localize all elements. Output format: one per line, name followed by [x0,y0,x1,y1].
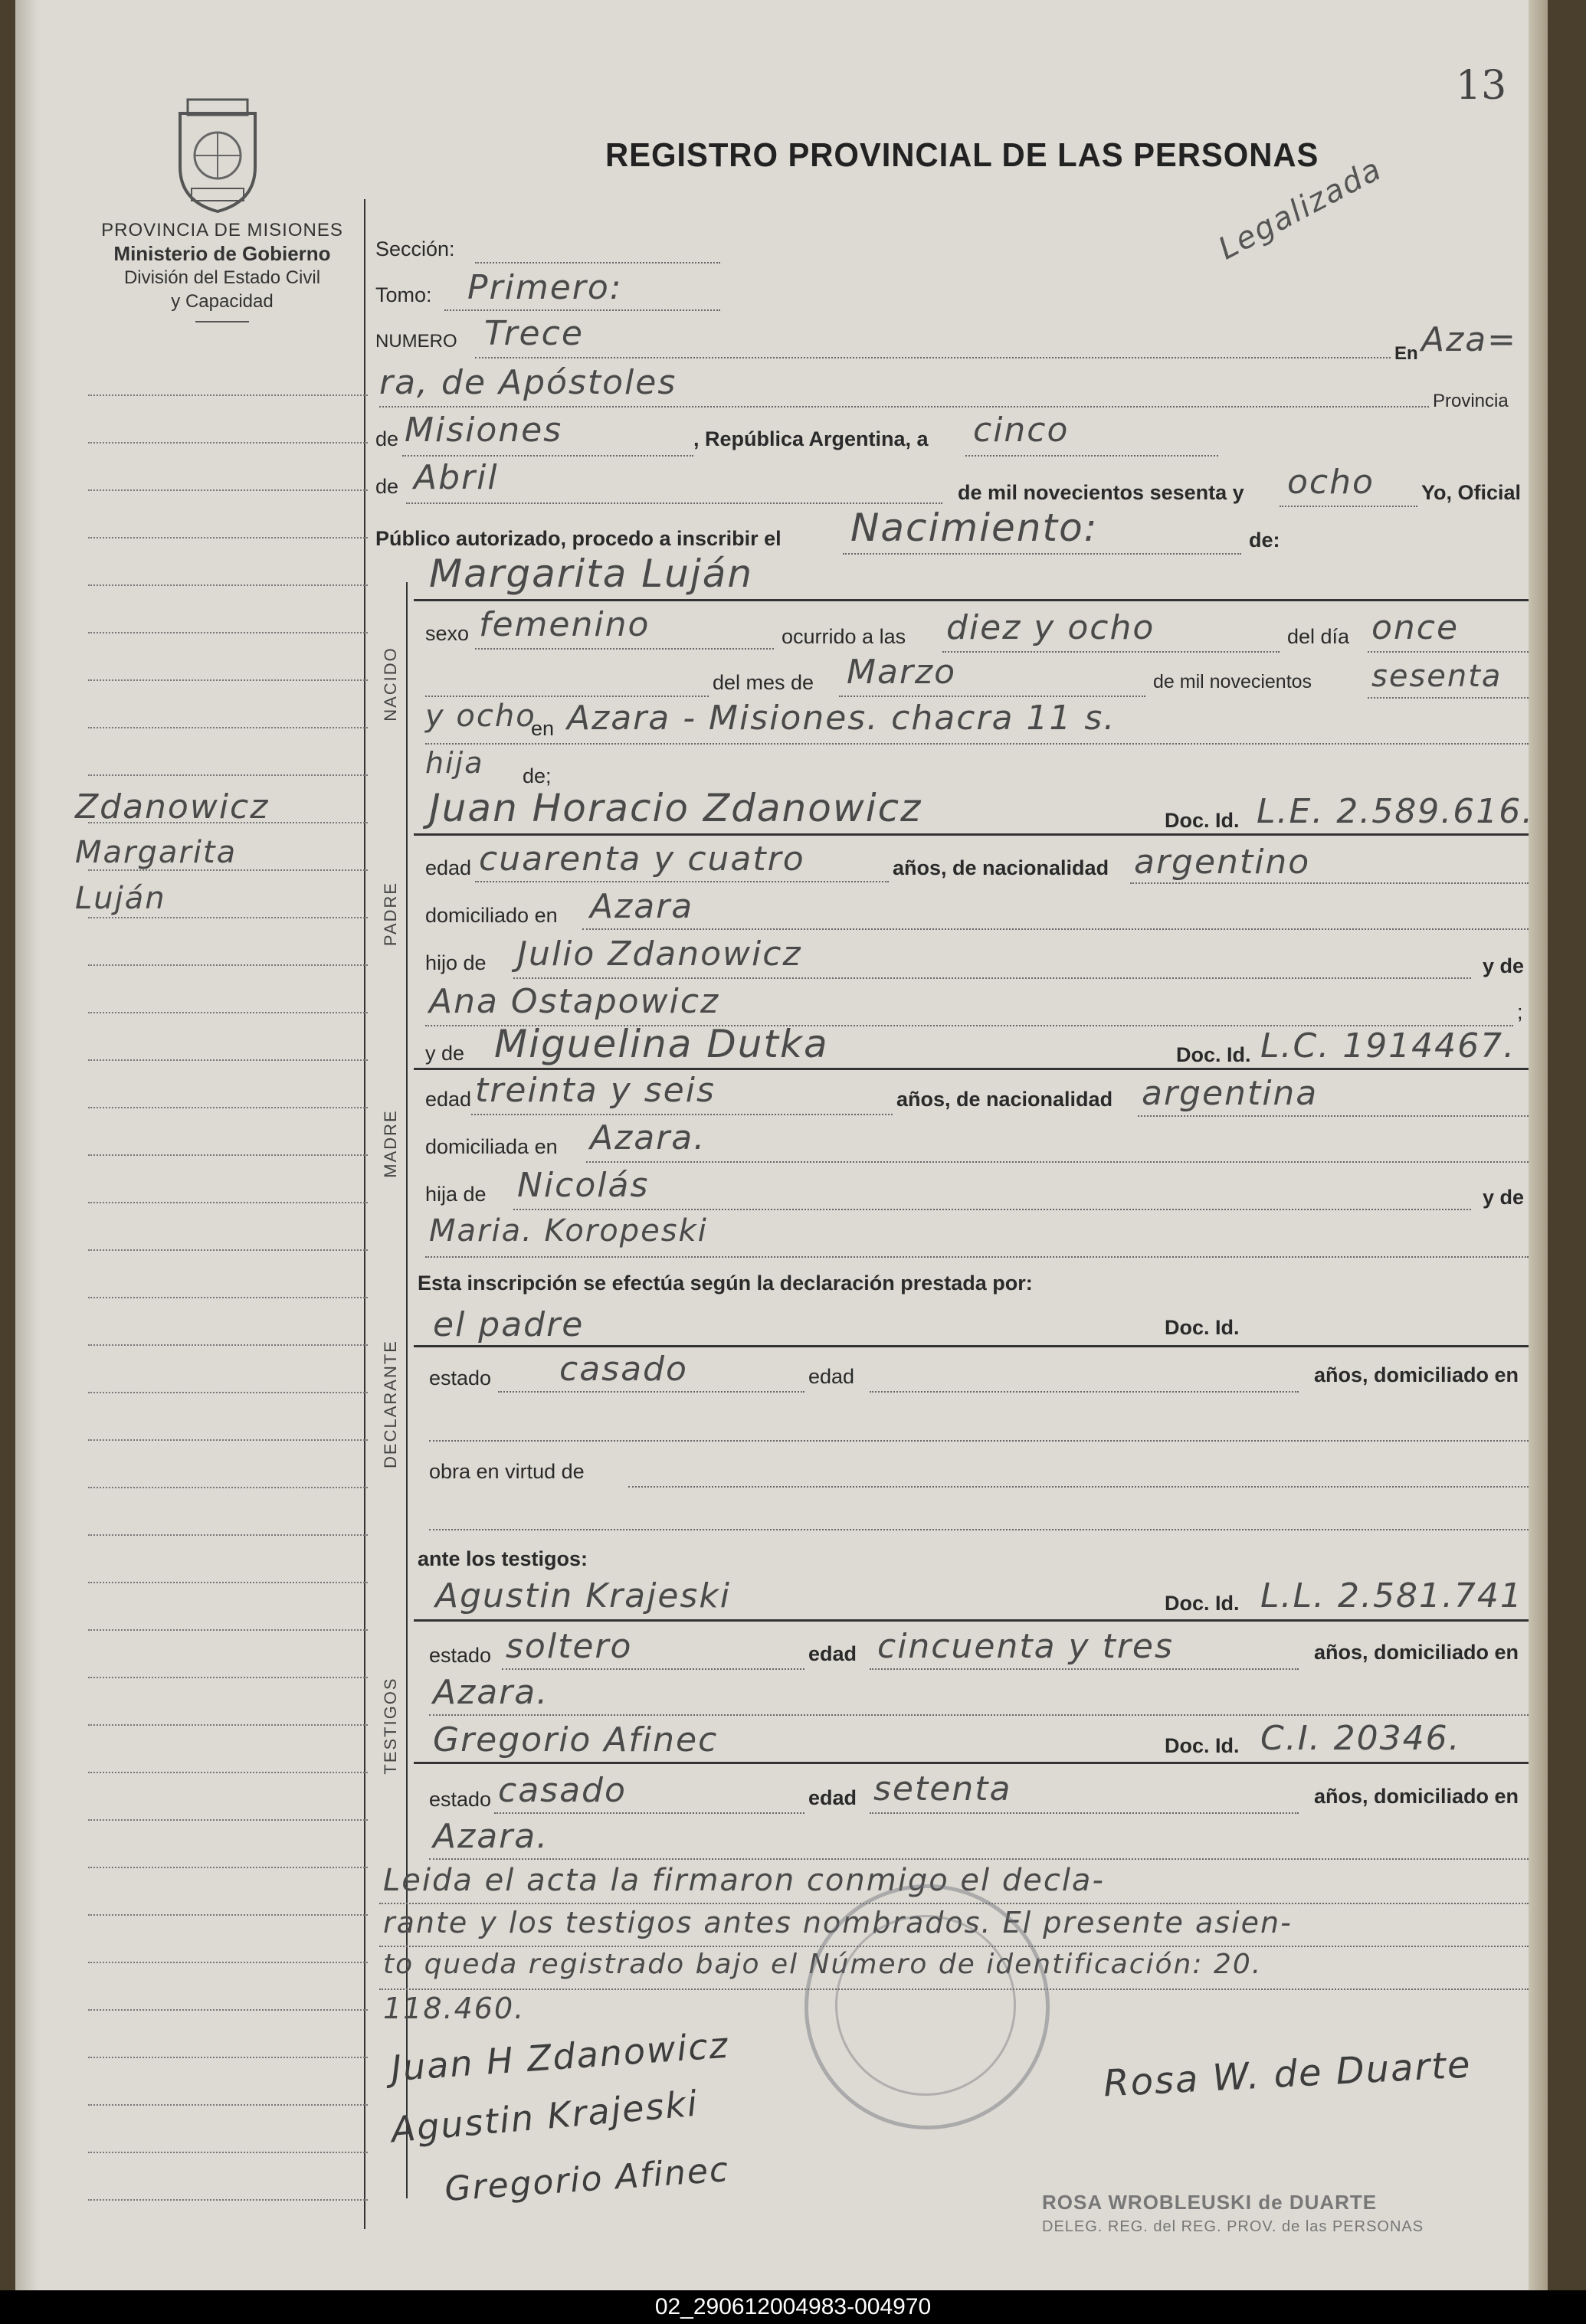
label-t2-estado: estado [429,1788,492,1811]
value-testigo1: Agustin Krajeski [435,1576,732,1615]
margin-second-name: Luján [75,881,166,916]
official-seal [804,1884,1050,2129]
value-padre-nac: argentino [1134,843,1311,882]
label-seccion: Sección: [375,237,455,260]
signature-father: Juan H Zdanowicz [389,2024,731,2090]
line-anio-nac [1368,697,1529,699]
label-ocurrido: ocurrido a las [782,625,906,648]
line-dia-nac [1368,651,1529,653]
label-madre-doc: Doc. Id. [1176,1043,1251,1066]
label-hija-de-madre: hija de [425,1183,487,1206]
line-testigo1 [414,1619,1529,1622]
document-title: REGISTRO PROVINCIAL DE LAS PERSONAS [605,136,1319,174]
margin-rule [88,1154,368,1156]
closing-line-4: 118.460. [383,1992,526,2025]
value-city-a: Aza= [1421,320,1518,359]
value-mes-nac: Marzo [847,653,957,692]
line-numero [475,357,1391,358]
value-madre-nombre: Miguelina Dutka [494,1022,829,1066]
label-padre-nac: años, de nacionalidad [893,856,1109,879]
line-hora [942,651,1280,653]
ministry-name: Ministerio de Gobierno [113,242,331,265]
value-lugar: Azara - Misiones. chacra 11 s. [567,699,1116,738]
value-testigo1-doc: L.L. 2.581.741 [1260,1576,1523,1615]
side-label-testigos: TESTIGOS [381,1677,400,1775]
official-stamp-name: ROSA WROBLEUSKI de DUARTE [1042,2191,1378,2214]
value-t2-dom: Azara. [433,1817,549,1856]
margin-rule [88,679,368,681]
signature-witness-2: Gregorio Afinec [443,2150,731,2209]
line-city [379,406,1429,408]
label-de-2: de [375,475,399,498]
value-city-b: ra, de Apóstoles [379,363,677,402]
closing-line-1: Leida el acta la firmaron conmigo el decla- [383,1863,1105,1898]
margin-rule [88,2104,368,2106]
issuer-rule [195,321,249,322]
line-decl-blank [429,1440,1529,1442]
margin-first-name: Margarita [75,835,238,870]
label-mil-novecientos: de mil novecientos sesenta y [958,481,1244,504]
label-t2-edad: edad [808,1786,857,1809]
label-semicolon: ; [1517,1000,1523,1023]
margin-rule [88,727,368,728]
label-t1-edad: edad [808,1642,857,1665]
label-de-1: de [375,427,399,450]
line-seccion [475,262,720,263]
page-edge [1529,0,1548,2290]
value-madre-hija-de: Nicolás [517,1166,650,1205]
signature-official: Rosa W. de Duarte [1102,2043,1473,2106]
margin-rule [88,394,368,396]
line-hijo-de [513,977,1471,979]
value-t1-edad: cincuenta y tres [877,1627,1174,1666]
line-madre-hija-de [513,1209,1471,1210]
line-t1-edad [870,1668,1299,1670]
margin-rule [88,1629,368,1631]
label-obra: obra en virtud de [429,1460,585,1483]
value-sexo: femenino [479,605,650,644]
label-yo-oficial: Yo, Oficial [1421,481,1522,504]
value-hija: hija [425,746,484,780]
line-decl-estado [498,1391,804,1393]
value-padre-madre: Ana Ostapowicz [429,982,720,1021]
label-padre-dom: domiciliado en [425,904,558,927]
margin-rule [88,1344,368,1346]
value-t2-estado: casado [498,1771,627,1810]
label-en-2: en [531,717,555,740]
label-padre-doc: Doc. Id. [1165,809,1240,832]
value-t1-dom: Azara. [433,1673,549,1712]
value-nombre: Margarita Luján [429,552,754,596]
label-y-de-madre: y de [425,1042,465,1065]
value-tomo: Primero: [467,268,623,307]
margin-rule [88,1059,368,1061]
margin-rule [88,2152,368,2153]
margin-rule [88,584,368,586]
value-padre-nombre: Juan Horacio Zdanowicz [429,786,922,830]
label-testigo2-doc: Doc. Id. [1165,1734,1240,1757]
issuer-block [69,218,375,322]
label-sexo: sexo [425,622,470,645]
margin-rule [88,2057,368,2058]
value-provincia: Misiones [405,411,563,450]
value-padre-edad: cuarenta y cuatro [479,840,805,879]
margin-rule [88,2009,368,2011]
label-y-de: y de [1483,954,1525,977]
value-numero: Trece [484,314,584,353]
label-del-dia: del día [1287,625,1350,648]
label-t1-dom: años, domiciliado en [1314,1641,1519,1664]
margin-rule [88,1297,368,1298]
line-padre-nombre [414,833,1529,836]
label-t1-estado: estado [429,1644,492,1667]
line-declarante [414,1345,1529,1347]
page-number: 13 [1456,63,1507,109]
label-y-de-madre-2: y de [1483,1186,1525,1209]
official-stamp-role: DELEG. REG. del REG. PROV. de las PERSONAS [1042,2218,1424,2235]
margin-rule [88,1582,368,1583]
margin-rule [88,1772,368,1773]
line-acto [843,553,1241,555]
label-padre-edad: edad [425,856,472,879]
line-anio [1280,506,1417,507]
margin-divider [364,199,365,2229]
value-madre-dom: Azara. [590,1118,706,1157]
margin-rule [88,964,368,966]
label-ante: ante los testigos: [418,1547,588,1570]
value-madre-madre: Maria. Koropeski [429,1213,708,1249]
margin-rule [88,1249,368,1251]
margin-rule [88,2199,368,2201]
margin-rule [88,917,368,918]
value-t1-estado: soltero [506,1627,633,1666]
margin-rule [88,632,368,633]
value-mes: Abril [414,458,499,497]
line-mes-nac [839,696,1145,697]
side-label-nacido: NACIDO [381,646,400,722]
line-lugar [425,743,1529,745]
margin-rule [88,774,368,776]
value-madre-edad: treinta y seis [475,1071,716,1110]
value-t2-edad: setenta [873,1769,1012,1808]
value-anio-nac-b: y ocho [425,699,536,734]
register-page [15,0,1548,2290]
provincial-crest-icon [172,98,263,213]
line-t2-edad [870,1812,1299,1814]
label-de-mil-nov: de mil novecientos [1153,671,1312,692]
line-t2-estado [494,1812,804,1814]
label-de-colon: de: [1249,529,1280,552]
value-padre-doc: L.E. 2.589.616. [1257,792,1535,831]
line-dia [965,455,1218,457]
value-acto: Nacimiento: [850,506,1099,550]
margin-rule [88,537,368,538]
margin-rule [88,1202,368,1203]
margin-rule [88,1487,368,1488]
line-t1-dom [429,1714,1529,1716]
margin-surname: Zdanowicz [75,787,270,826]
label-madre-dom: domiciliada en [425,1135,558,1158]
value-madre-doc: L.C. 1914467. [1260,1026,1516,1065]
side-label-declarante: DECLARANTE [381,1340,400,1468]
value-dia: cinco [973,411,1070,450]
closing-line-2: rante y los testigos antes nombrados. El presente asien- [383,1906,1293,1939]
margin-rule [88,1914,368,1916]
line-padre-edad [475,881,889,882]
label-del-mes: del mes de [713,671,814,694]
line-t2-dom [429,1858,1529,1860]
label-inscripcion: Esta inscripción se efectúa según la declaración prestada por: [418,1272,1033,1295]
line-sexo [475,648,774,650]
line-madre-nac [1138,1115,1529,1117]
label-numero: NUMERO [375,331,457,352]
label-republica: , República Argentina, a [693,427,929,450]
margin-rule [88,1439,368,1441]
capacity-name: y Capacidad [171,291,274,312]
line-mes [406,502,942,504]
margin-rule [88,1534,368,1536]
image-id-footer: 02_290612004983-004970 [0,2290,1586,2324]
value-anio: ocho [1287,463,1375,502]
margin-rule [88,1962,368,1963]
margin-rule [88,1677,368,1678]
line-madre-nombre [414,1068,1529,1070]
margin-rule [88,1107,368,1108]
line-nombre [414,599,1529,601]
label-decl-edad: edad [808,1365,855,1388]
line-padre-dom [582,928,1529,930]
label-tomo: Tomo: [375,283,432,306]
value-anio-nac-a: sesenta [1371,659,1502,694]
label-publico: Público autorizado, procedo a inscribir el [375,527,782,550]
line-padre-nac [1130,882,1529,884]
label-decl-estado: estado [429,1367,492,1389]
value-testigo2: Gregorio Afinec [433,1720,719,1759]
province-name: PROVINCIA DE MISIONES [101,220,343,241]
side-label-madre: MADRE [381,1109,400,1178]
line-tomo [444,309,720,311]
label-testigo1-doc: Doc. Id. [1165,1592,1240,1615]
line-provincia [402,455,693,457]
line-decl-edad [870,1391,1299,1393]
value-declarante: el padre [433,1305,585,1344]
value-hora: diez y ocho [946,608,1155,647]
label-hija-de: de; [523,764,552,787]
line-obra-blank [429,1529,1529,1530]
line-blank-1 [425,696,709,697]
division-name: División del Estado Civil [123,267,321,288]
value-dia-nac: once [1371,608,1460,647]
margin-rule [88,1819,368,1821]
margin-rule [88,1724,368,1726]
label-provincia: Provincia [1433,391,1509,411]
margin-rule [88,442,368,444]
label-t2-dom: años, domiciliado en [1314,1785,1519,1808]
closing-line-3: to queda registrado bajo el Número de identificación: 20. [383,1949,1263,1980]
side-label-padre: PADRE [381,881,400,947]
line-t1-estado [502,1668,804,1670]
value-padre-dom: Azara [590,887,694,926]
line-madre-madre [425,1256,1529,1258]
label-declarante-doc: Doc. Id. [1165,1316,1240,1339]
line-madre-dom [586,1161,1529,1163]
label-madre-nac: años, de nacionalidad [896,1088,1113,1111]
signature-witness-1: Agustin Krajeski [389,2082,700,2151]
line-obra [628,1486,1529,1488]
value-madre-nac: argentina [1142,1074,1319,1113]
label-hijo-de: hijo de [425,951,487,974]
margin-rule [88,489,368,491]
margin-rule [88,1012,368,1013]
label-decl-dom: años, domiciliado en [1314,1363,1519,1386]
value-padre-hijo-de: Julio Zdanowicz [517,935,802,974]
line-testigo2 [414,1762,1529,1764]
margin-rule [88,1867,368,1868]
label-en: En [1394,343,1418,364]
margin-rule [88,1392,368,1393]
label-madre-edad: edad [425,1088,472,1111]
value-testigo2-doc: C.I. 20346. [1260,1719,1461,1758]
line-madre-edad [471,1114,893,1115]
legalized-annotation: Legalizada [1212,151,1388,267]
value-decl-estado: casado [559,1350,688,1389]
